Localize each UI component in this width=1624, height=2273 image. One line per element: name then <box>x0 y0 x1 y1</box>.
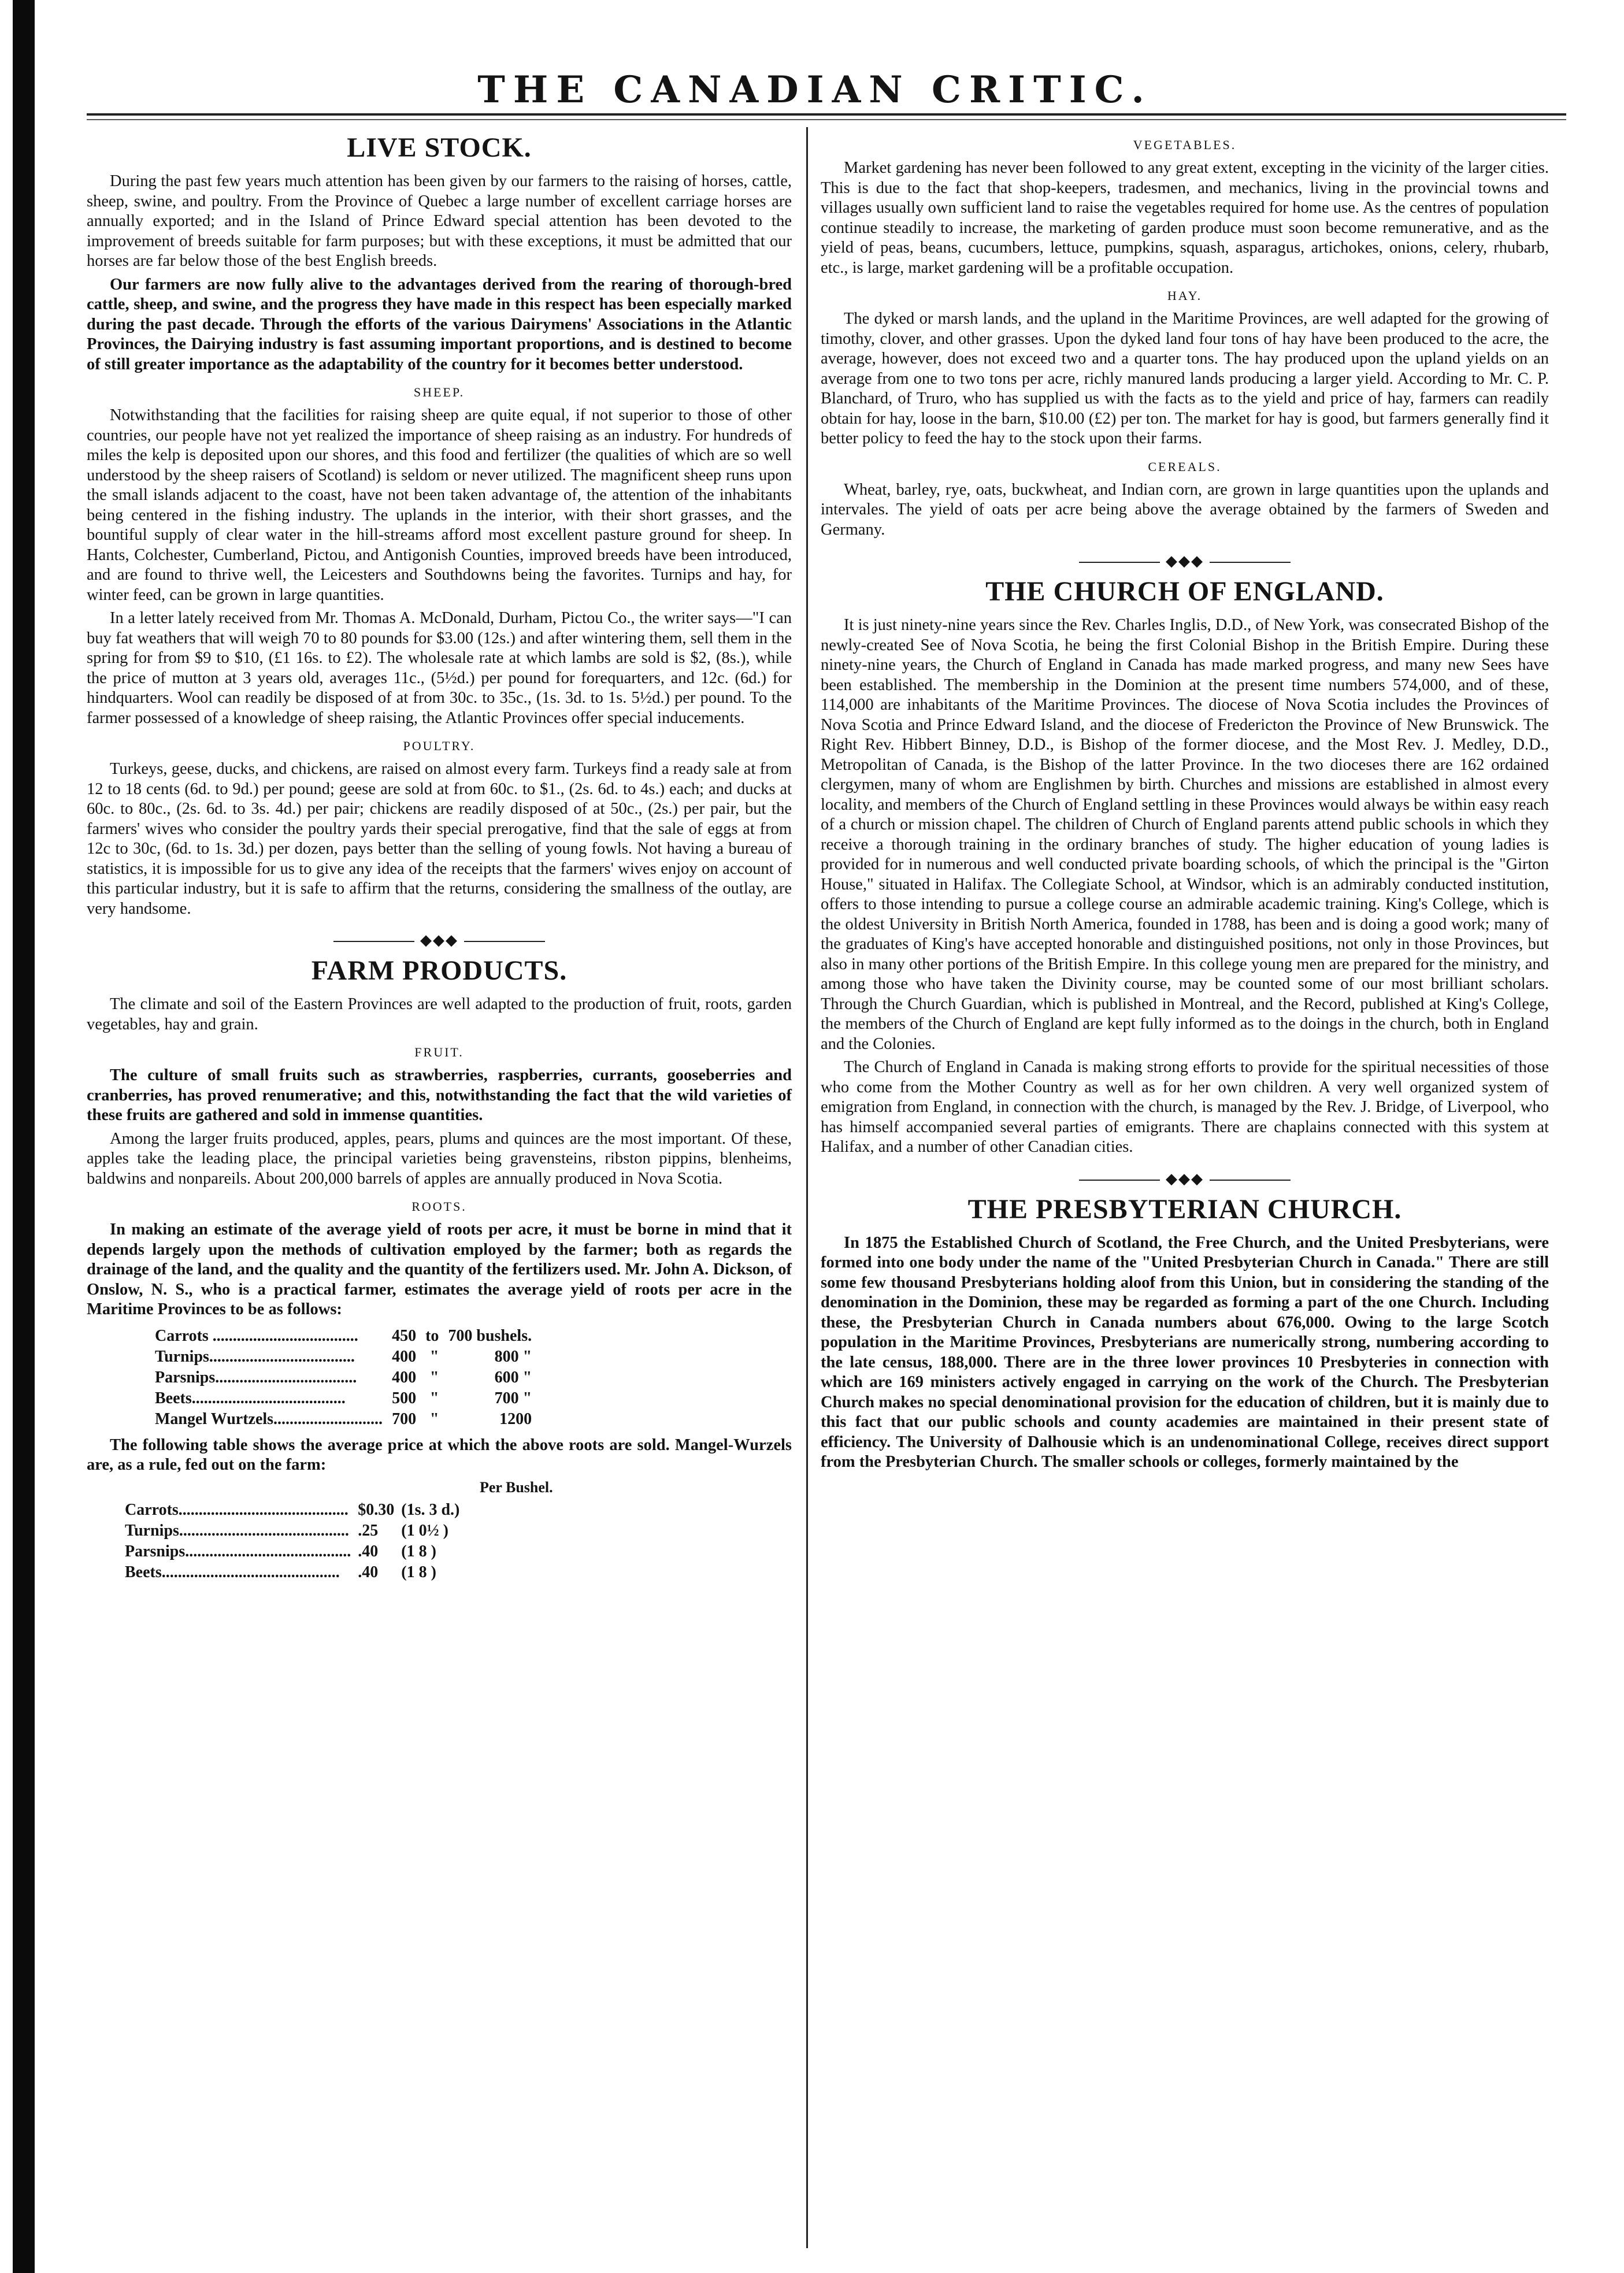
presbyterian-paragraph: In 1875 the Established Church of Scotland, the Free Church, and the United Presbyterians, were formed into one body under the name of the "United Presbyterian Church in Canada." There are still some few thousand Presbyterians holding aloof from this Union, but in considering the standing of the denomination in the Dominion, these may be regarded as forming a part of the one Church. Including these, the Presbyterian Church in Canada numbers about 676,000. Owing to the large Scotch population in the Maritime Provinces, Presbyterians are numerically strong, numbering according to the late census, 188,000. There are in the three lower provinces 10 Presbyteries in connection with which are 169 ministers actively engaged in carrying on the work of the Church. The Presbyterian Church makes no special denominational provision for the education of children, but it is mainly due to this fact that our public schools and county academies are maintained in their present state of efficiency. The University of Dalhousie which is an undenominational College, receives direct support from the Presbyterian Church. The smaller schools or colleges, formerly maintained by the <box>821 1233 1549 1471</box>
yield-sep: to <box>425 1326 439 1345</box>
presbyterian-headline: THE PRESBYTERIAN CHURCH. <box>967 1193 1402 1225</box>
church-paragraph: It is just ninety-nine years since the Rev. Charles Inglis, D.D., of New York, was consecrated Bishop of the newly-created See of Nova Scotia, he being the first Colonial Bishop in the British Empire. During these ninety-nine years, the Church of England in Canada has made marked progress, and many new Sees have been established. The membership in the Dominion at the present time numbers 574,000, and of these, 114,000 are inhabitants of the Maritime Provinces. The diocese of Nova Scotia includes the Provinces of Nova Scotia and Prince Edward Island, and the diocese of Fredericton the Province of New Brunswick. The Right Rev. Hibbert Binney, D.D., is Bishop of the former diocese, and the Most Rev. J. Medley, D.D., Metropolitan of Canada, is the Bishop of the latter Province. In the two dioceses there are 162 ordained clergymen, many of whom are Englishmen by birth. Churches and missions are established in almost every locality, and members of the Church of England settling in these Provinces would always be within easy reach of a church or mission chapel. The children of Church of England parents attend public schools in which they receive a thorough training in the ordinary branches of study. The higher education of young ladies is provided for in numerous and well conducted private boarding schools, of which the principal is the "Girton House," situated in Halifax. The Collegiate School, at Windsor, which is an admirably conducted institution, offers to those intending to pursue a college course an admirable academic training. King's College, which is the oldest University in British North America, founded in 1788, has been and is doing a good work; many of the graduates of King's have accepted honorable and distinguished positions, not only in those Provinces, but also in many other portions of the British Empire. In this college young men are prepared for the ministry, and among those who have taken the Divinity course, may be counted some of our most brilliant scholars. Through the Church Guardian, which is published in Montreal, and the Record, published at King's College, the members of the Church of England are kept fully informed as to the doings in the church, both in England and the Colonies. <box>821 616 1549 1053</box>
yield-high: 700 " <box>494 1389 532 1407</box>
hay-paragraph: The dyked or marsh lands, and the upland in the Maritime Provinces, are well adapted for the growing of timothy, clover, and other grasses. Upon the dyked land four tons of hay have been produced to the acre, the average, however, does not exceed two and a quarter tons. The hay produced upon the upland yields on an average from one to two tons per acre, richly manured lands producing a larger yield. According to Mr. C. P. Blanchard, of Truro, who has supplied us with the facts as to the yield and price of hay, farmers can readily obtain for hay, loose in the barn, $10.00 (£2) per ton. The market for hay is good, but farmers generally find it better policy to feed the hay to the stock upon their farms. <box>821 310 1549 447</box>
roots-paragraph: In making an estimate of the average yield of roots per acre, it must be borne in mind that it depends largely upon the methods of cultivation employed by the farmer; both as regards the drainage of the land, and the quality and the quantity of the fertilizers used. Mr. John A. Dickson, of Onslow, N. S., who is a practical farmer, estimates the average yield of roots per acre in the Maritime Provinces to be as follows: <box>87 1221 792 1318</box>
table-row <box>150 1388 536 1409</box>
vegetables-paragraph: Market gardening has never been followed to any great extent, excepting in the vicinity of the larger cities. This is due to the fact that shop-keepers, tradesmen, and mechanics, living in the provincial towns and villages usually own sufficient land to raise the vegetables required for home use. As the centres of population continue steadily to increase, the marketing of garden produce must soon become remunerative, and as the yield of peas, beans, cucumbers, lettuce, pumpkins, squash, asparagus, artichokes, onions, celery, rhubarb, etc., is large, market gardening will be a profitable occupation. <box>821 159 1549 277</box>
root-price-table <box>121 1500 463 1583</box>
vegetables-subhead: VEGETABLES. <box>1133 138 1237 152</box>
table-row <box>121 1521 463 1541</box>
crop-name: Mangel Wurtzels........................... <box>155 1410 383 1428</box>
masthead-rule-thin <box>87 119 1566 120</box>
poultry-paragraph: Turkeys, geese, ducks, and chickens, are raised on almost every farm. Turkeys find a ready sale at from 12 to 18 cents (6d. to 9d.) per pound; geese are sold at from 60c. to $1., (2s. 6d. to 4s.) each; and ducks at 60c. to 80c., (2s. 6d. to 3s. 4d.) per pair; chickens are readily disposed of at 50c., (2s.) per pair, but the farmers' wives who consider the poultry yards their special prerogative, find that the sale of eggs at from 12c to 30c, (6d. to 1s. 3d.) per dozen, pays better than the selling of young fowls. Not having a bureau of statistics, it is impossible for us to give any idea of the receipts that the farmers' wives enjoy on account of this particular industry, but it is safe to affirm that the returns, considering the smallness of the outlay, are very handsome. <box>87 760 792 918</box>
table-row <box>150 1409 536 1430</box>
price-sterling: (1 0½ ) <box>401 1521 448 1540</box>
crop-name: Carrots.......................................... <box>125 1500 348 1519</box>
church-of-england-headline: THE CHURCH OF ENGLAND. <box>985 576 1384 607</box>
table-row <box>150 1347 536 1367</box>
yield-sep: " <box>429 1389 439 1407</box>
section-ornament: ◆◆◆ <box>821 1170 1549 1188</box>
cereals-paragraph: Wheat, barley, rye, oats, buckwheat, and Indian corn, are grown in large quantities upon the uplands and intervales. The yield of oats per acre being above the average obtained by the farmers of Sweden and Germany. <box>821 480 1549 539</box>
table-row <box>150 1367 536 1388</box>
price-dollars: .40 <box>358 1563 379 1581</box>
section-ornament: ◆◆◆ <box>821 553 1549 570</box>
fruit-paragraph: Among the larger fruits produced, apples, pears, plums and quinces are the most important. Of these, apples take the leading place, the principal varieties being gravensteins, ribston pippins, blenheims, baldwins and nonpareils. About 200,000 barrels of apples are annually produced in Nova Scotia. <box>87 1129 792 1188</box>
crop-name: Carrots .................................... <box>155 1326 358 1345</box>
yield-high: 600 " <box>494 1368 532 1386</box>
crop-name: Turnips.................................... <box>155 1347 355 1366</box>
yield-low: 700 <box>392 1410 417 1428</box>
roots-subhead: ROOTS. <box>411 1199 467 1214</box>
livestock-headline: LIVE STOCK. <box>347 132 532 163</box>
yield-high: 1200 <box>499 1410 532 1428</box>
church-paragraph: The Church of England in Canada is making strong efforts to provide for the spiritual necessities of those who come from the Mother Country as well as for her own children. A very well organized system of emigration from England, in connection with the church, is managed by the Rev. J. Bridge, of Liverpool, who has himself accompanied several parties of emigrants. There are chaplains connected with this system at Halifax, and a number of other Canadian cities. <box>821 1058 1549 1156</box>
left-column <box>87 127 792 1583</box>
price-sterling: (1s. 3 d.) <box>401 1500 460 1519</box>
roots-paragraph: The following table shows the average price at which the above roots are sold. Mangel-Wurzels are, as a rule, fed out on the farm: <box>87 1436 792 1474</box>
crop-name: Beets............................................ <box>125 1563 340 1581</box>
sheep-subhead: SHEEP. <box>413 385 465 399</box>
yield-high: 700 bushels. <box>448 1326 532 1345</box>
yield-sep: " <box>429 1410 439 1428</box>
price-sterling: (1 8 ) <box>401 1563 436 1581</box>
yield-low: 400 <box>392 1368 417 1386</box>
fruit-subhead: FRUIT. <box>414 1045 464 1059</box>
price-table-header: Per Bushel. <box>480 1478 553 1496</box>
root-yield-table <box>150 1326 536 1430</box>
sheep-paragraph: Notwithstanding that the facilities for raising sheep are quite equal, if not superior to those of other countries, our people have not yet realized the importance of sheep raising as an industry. For hundreds of miles the kelp is deposited upon our shores, and this food and fertilizer (the qualities of which are so well understood by the sheep raisers of Scotland) is seldom or never utilized. The magnificent sheep runs upon the small islands adjacent to the coast, have not been taken advantage of, the attention of the inhabitants being centered in the fishing industry. The uplands in the interior, with their short grasses, and the bountiful supply of clear water in the hill-streams afford most excellent pasture ground for sheep. In Hants, Colchester, Cumberland, Pictou, and Antigonish Counties, improved breeds have been introduced, and are found to thrive well, the Leicesters and Southdowns being the favorites. Turnips and hay, for winter feed, can be grown in large quantities. <box>87 406 792 604</box>
price-dollars: $0.30 <box>358 1500 395 1519</box>
table-row <box>121 1541 463 1562</box>
masthead-rule <box>87 113 1566 116</box>
page-edge-bar <box>13 0 35 2273</box>
column-divider <box>806 127 808 2248</box>
farm-paragraph: The climate and soil of the Eastern Provinces are well adapted to the production of fruit, roots, garden vegetables, hay and grain. <box>87 995 792 1033</box>
crop-name: Parsnips......................................... <box>125 1542 351 1560</box>
yield-sep: " <box>429 1368 439 1386</box>
hay-subhead: HAY. <box>1167 288 1203 303</box>
crop-name: Beets...................................... <box>155 1389 346 1407</box>
livestock-paragraph: During the past few years much attention has been given by our farmers to the raising of horses, cattle, sheep, swine, and poultry. From the Province of Quebec a large number of excellent carriage horses are annually exported; and in the Island of Prince Edward special attention has been devoted to the improvement of breeds suitable for farm purposes; but with these exceptions, it must be admitted that our horses are far below those of the best English breeds. <box>87 172 792 270</box>
table-row <box>121 1500 463 1521</box>
livestock-paragraph: Our farmers are now fully alive to the advantages derived from the rearing of thorough-bred cattle, sheep, and swine, and the progress they have made in this respect has been especially marked during the past decade. Through the efforts of the various Dairymens' Associations in the Atlantic Provinces, the Dairying industry is fast assuming important proportions, and is destined to become of still greater importance as the adaptability of the country for it becomes better understood. <box>87 275 792 373</box>
table-row <box>121 1562 463 1583</box>
crop-name: Turnips.......................................... <box>125 1521 349 1540</box>
price-sterling: (1 8 ) <box>401 1542 436 1560</box>
yield-low: 400 <box>392 1347 417 1366</box>
price-dollars: .25 <box>358 1521 379 1540</box>
yield-low: 450 <box>392 1326 417 1345</box>
crop-name: Parsnips................................... <box>155 1368 357 1386</box>
yield-high: 800 " <box>494 1347 532 1366</box>
price-dollars: .40 <box>358 1542 379 1560</box>
yield-low: 500 <box>392 1389 417 1407</box>
poultry-subhead: POULTRY. <box>403 739 476 753</box>
section-ornament: ◆◆◆ <box>87 932 792 949</box>
table-row <box>150 1326 536 1347</box>
yield-sep: " <box>429 1347 439 1366</box>
masthead: THE CANADIAN CRITIC. <box>477 68 1152 112</box>
right-column <box>821 127 1549 1476</box>
farm-products-headline: FARM PRODUCTS. <box>311 955 568 986</box>
fruit-paragraph: The culture of small fruits such as strawberries, raspberries, currants, gooseberries and cranberries, has proved renumerative; and this, notwithstanding the fact that the wild varieties of these fruits are gathered and sold in immense quantities. <box>87 1066 792 1124</box>
cereals-subhead: CEREALS. <box>1148 459 1222 474</box>
sheep-paragraph: In a letter lately received from Mr. Thomas A. McDonald, Durham, Pictou Co., the writer says—"I can buy fat weathers that will weigh 70 to 80 pounds for $3.00 (12s.) and after wintering them, sell them in the spring for from $9 to $10, (£1 16s. to £2). The wholesale rate at which lambs are sold is $2, (8s.), while the price of mutton at 3 years old, averages 11c., (5½d.) per pound for forequarters, and 12c. (6d.) for hindquarters. Wool can readily be disposed of at from 30c. to 35c., (1s. 3d. to 1s. 5½d.) per pound. To the farmer possessed of a knowledge of sheep raising, the Atlantic Provinces offer special inducements. <box>87 609 792 727</box>
